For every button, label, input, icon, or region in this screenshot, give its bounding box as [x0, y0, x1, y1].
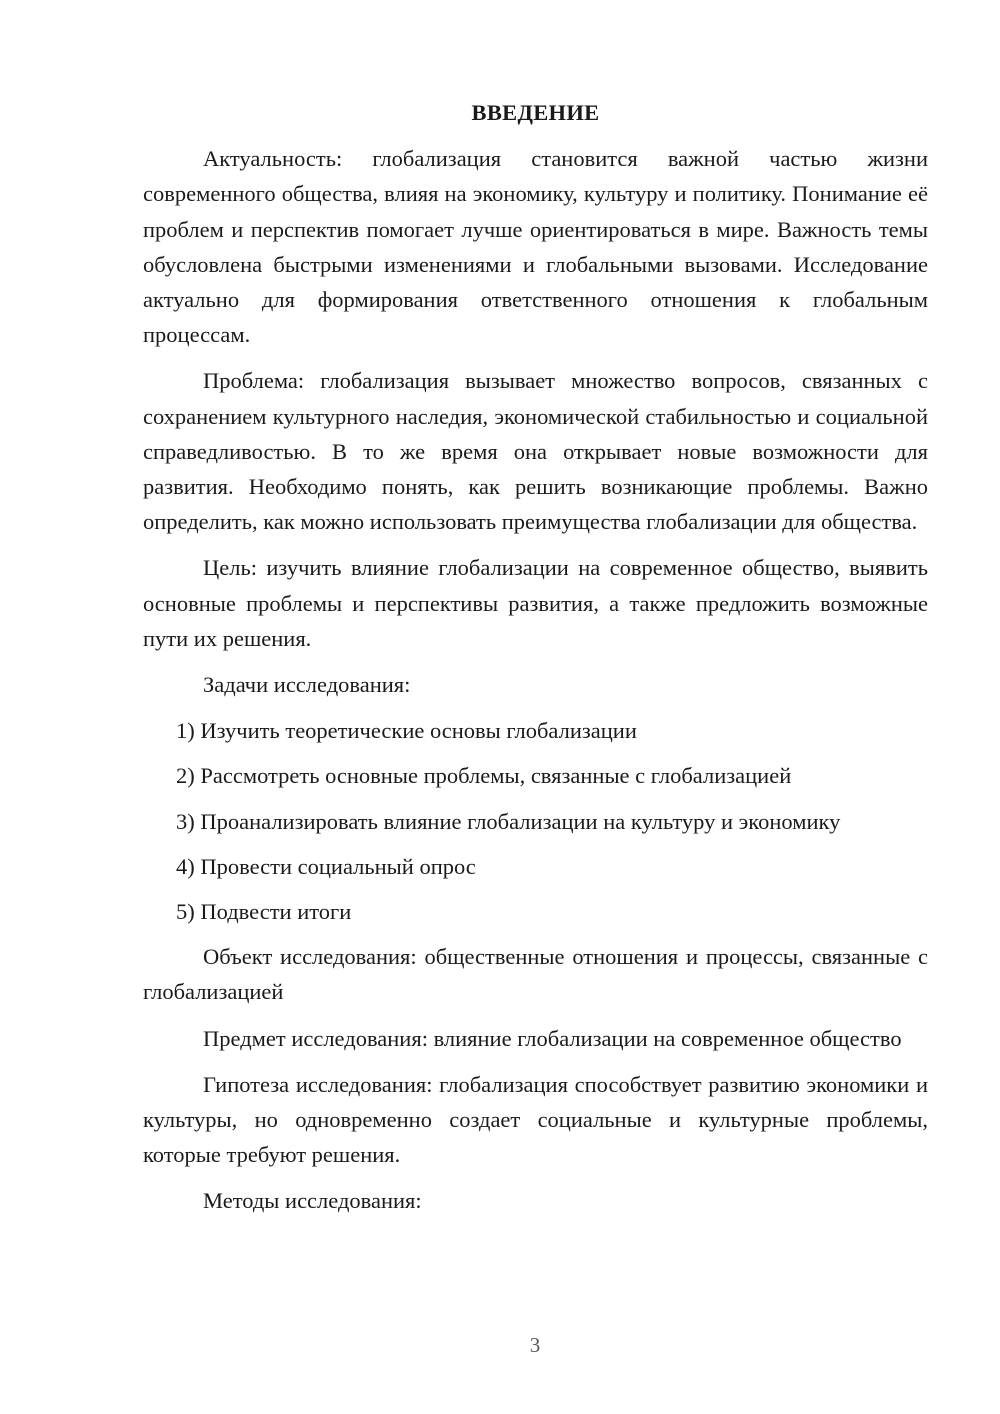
problem-paragraph: Проблема: глобализация вызывает множество вопросов, связанных с сохранением культурного наследия, экономической стабильностью и социальной справедливостью. В то же время она открывает новые возможности для развития. Необходимо понять, как решить возникающие проблемы. Важно определить, как можно использовать преимущества глобализации для общества.	[143, 368, 928, 535]
methods-heading: Методы исследования:	[203, 1188, 422, 1214]
object-paragraph: Объект исследования: общественные отношения и процессы, связанные с глобализацией	[143, 944, 928, 1005]
page-number: 3	[529, 1333, 541, 1357]
relevance-paragraph: Актуальность: глобализация становится важной частью жизни современного общества, влияя на экономику, культуру и политику. Понимание её проблем и перспектив помогает лучше ориентироваться в мире. Важность темы обусловлена быстрыми изменениями и глобальными вызовами. Исследование актуально для формирования ответственного отношения к глобальным процессам.	[143, 146, 928, 348]
list-item: 4) Провести социальный опрос	[176, 853, 476, 879]
list-item: 2) Рассмотреть основные проблемы, связанные с глобализацией	[176, 763, 792, 789]
subject-paragraph: Предмет исследования: влияние глобализации на современное общество	[203, 1025, 902, 1051]
goal-paragraph: Цель: изучить влияние глобализации на современное общество, выявить основные проблемы и перспективы развития, а также предложить возможные пути их решения.	[143, 555, 928, 651]
hypothesis-paragraph: Гипотеза исследования: глобализация способствует развитию экономики и культуры, но одновременно создает социальные и культурные проблемы, которые требуют решения.	[143, 1071, 928, 1168]
list-item: 1) Изучить теоретические основы глобализации	[176, 718, 637, 744]
list-item: 5) Подвести итоги	[176, 899, 352, 925]
page-content	[143, 95, 928, 1230]
section-title: ВВЕДЕНИЕ	[471, 100, 600, 125]
list-item: 3) Проанализировать влияние глобализации на культуру и экономику	[176, 808, 841, 834]
tasks-heading: Задачи исследования:	[203, 672, 411, 698]
tasks-list	[143, 713, 928, 929]
